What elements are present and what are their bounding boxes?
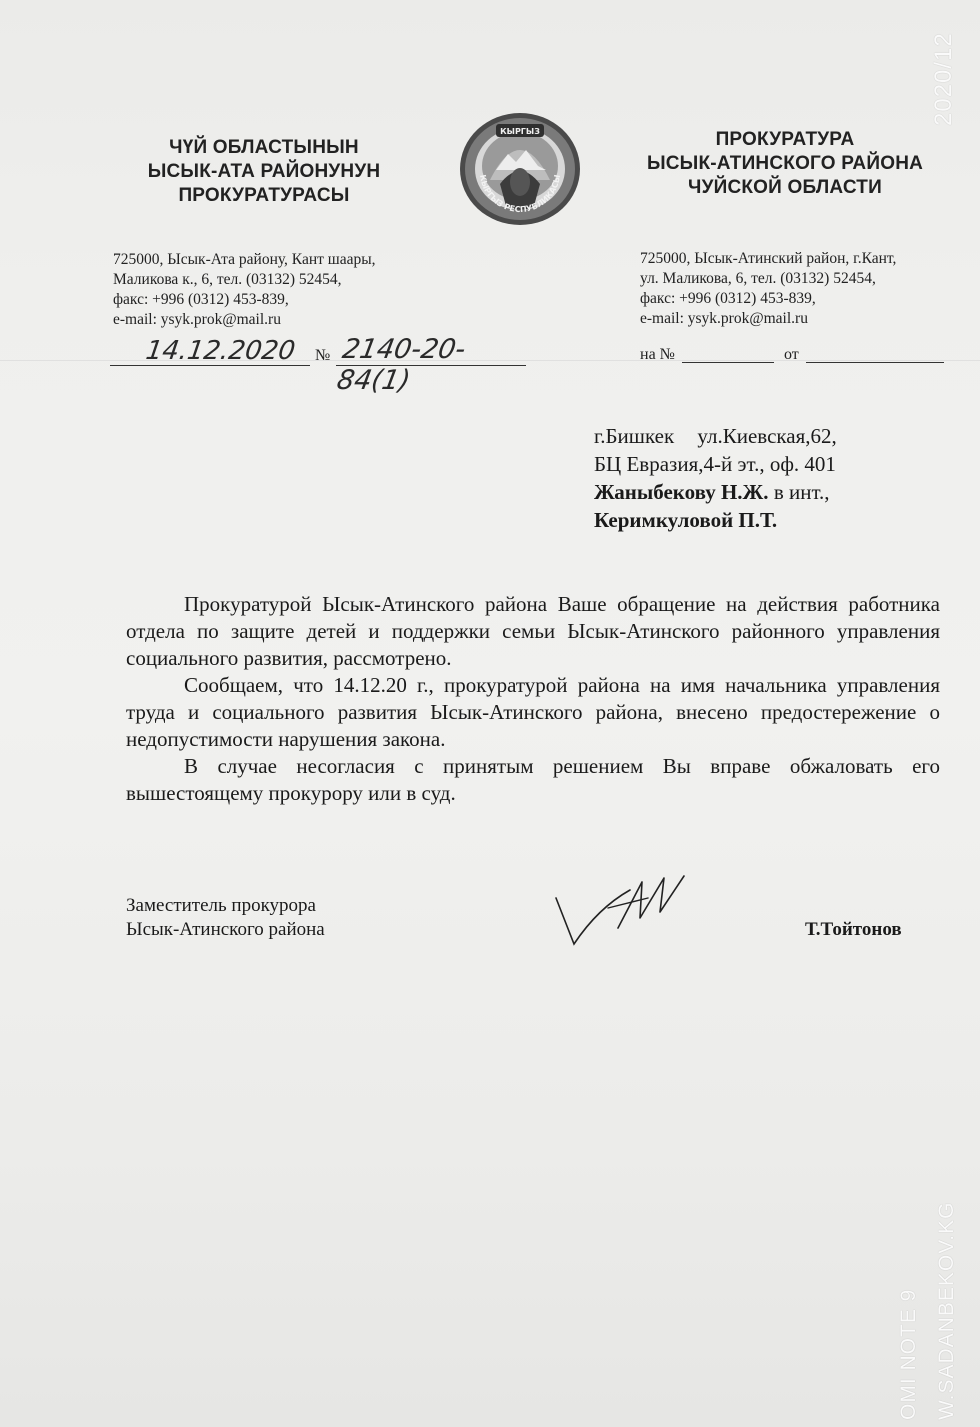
recipient-line4 — [594, 506, 954, 534]
recipient-block — [594, 422, 954, 534]
recipient-name-2: Керимкуловой П.Т. — [594, 508, 778, 532]
header-left-line3: ПРОКУРАТУРАСЫ — [178, 185, 350, 206]
state-emblem-icon — [456, 110, 584, 228]
signatory-name: Т.Тойтонов — [805, 919, 902, 940]
ref-date-underline — [806, 362, 944, 363]
recipient-name-1: Жаныбекову Н.Ж. — [594, 480, 769, 504]
registration-right — [640, 346, 945, 368]
header-right-russian — [612, 128, 958, 200]
emblem-top-text: КЫРГЫЗ — [500, 127, 540, 136]
ref-number-label: на № — [640, 346, 675, 363]
watermark-site: W.SADANBEKOV.KG — [935, 1201, 958, 1420]
recipient-line1 — [594, 422, 954, 450]
registration-left — [110, 332, 530, 396]
body-paragraph-1: Прокуратурой Ысык-Атинского района Ваше обращение на действия работника отдела по защите детей и поддержки семьи Ысык-Атинского районного управления социального развития, рассмотрено. — [126, 592, 940, 670]
address-right-line3: факс: +996 (0312) 453-839, — [640, 290, 816, 307]
address-right-line1: 725000, Ысык-Атинский район, г.Кант, — [640, 250, 897, 267]
ref-date-label: от — [784, 346, 799, 363]
address-left-line3: факс: +996 (0312) 453-839, — [113, 291, 289, 308]
address-right — [640, 249, 970, 329]
ref-number-underline — [682, 362, 774, 363]
signatory-position — [126, 894, 446, 942]
handwritten-signature — [548, 868, 698, 968]
registration-date: 14.12.2020 — [143, 336, 297, 366]
recipient-line3 — [594, 478, 954, 506]
number-sign: № — [315, 347, 331, 364]
header-left-kyrgyz — [108, 136, 420, 208]
recipient-city: г.Бишкек — [594, 424, 675, 448]
address-left-line2: Маликова к., 6, тел. (03132) 52454, — [113, 271, 342, 288]
emblem-ring-text: КЫРГЫЗ РЕСПУБЛИКАСЫ — [478, 173, 563, 215]
address-right-line4: e-mail: ysyk.prok@mail.ru — [640, 310, 808, 327]
recipient-line2: БЦ Евразия,4-й эт., оф. 401 — [594, 452, 836, 476]
header-right-line3: ЧУЙСКОЙ ОБЛАСТИ — [688, 177, 882, 198]
address-right-line2: ул. Маликова, 6, тел. (03132) 52454, — [640, 270, 876, 287]
recipient-care-of: в инт., — [768, 480, 830, 504]
body-paragraph-3: В случае несогласия с принятым решением Вы вправе обжаловать его вышестоящему прокурору или в суд. — [126, 754, 940, 805]
watermark-date: 2020/12 — [930, 32, 957, 126]
header-left-line1: ЧҮЙ ОБЛАСТЫНЫН — [169, 137, 359, 158]
header-right-line2: ЫСЫК-АТИНСКОГО РАЙОНА — [646, 153, 924, 174]
address-left — [113, 250, 443, 330]
header-left-line2: ЫСЫК-АТА РАЙОНУНУН — [147, 161, 381, 182]
address-left-line4: e-mail: ysyk.prok@mail.ru — [113, 311, 281, 328]
header-right-line1: ПРОКУРАТУРА — [715, 129, 855, 150]
signatory-position-line1: Заместитель прокурора — [126, 895, 316, 916]
body-paragraph-2: Сообщаем, что 14.12.20 г., прокуратурой района на имя начальника управления труда и социального развития Ысык-Атинского района, внесено предостережение о недопустимости нарушения закона. — [126, 673, 940, 751]
watermark-device: OMI NOTE 9 — [897, 1288, 920, 1420]
recipient-street: ул.Киевская,62, — [697, 424, 837, 448]
address-left-line1: 725000, Ысык-Ата району, Кант шаары, — [113, 251, 376, 268]
registration-number: 2140-20-84(1) — [334, 334, 469, 396]
signatory-position-line2: Ысык-Атинского района — [126, 919, 325, 940]
letter-body — [126, 591, 940, 807]
